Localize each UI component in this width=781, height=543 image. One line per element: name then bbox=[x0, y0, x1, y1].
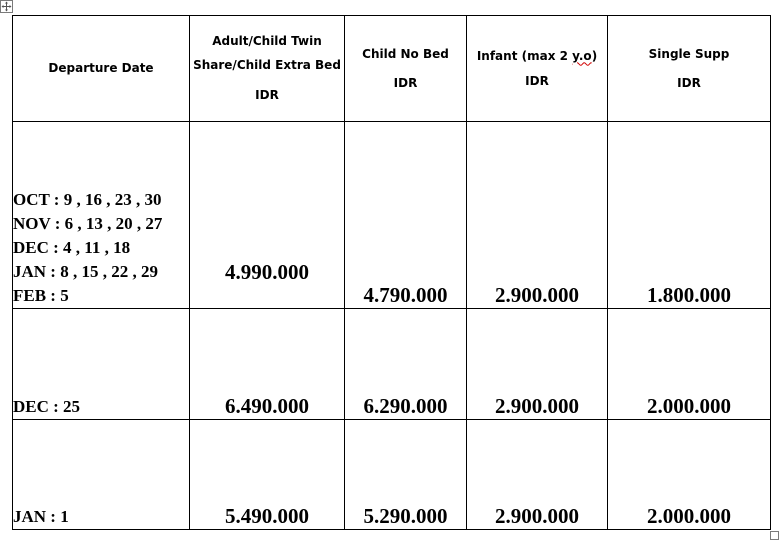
header-single-supp-label: Single Supp bbox=[648, 46, 730, 61]
header-infant-suffix: ) bbox=[591, 48, 598, 63]
header-departure-date[interactable] bbox=[13, 16, 190, 122]
header-departure-label: Departure Date bbox=[48, 61, 154, 76]
header-adult-twin[interactable] bbox=[190, 16, 345, 122]
date-line: JAN : 1 bbox=[13, 507, 69, 526]
table-resize-handle[interactable] bbox=[770, 531, 779, 540]
header-infant-currency: IDR bbox=[525, 74, 549, 88]
header-infant-label bbox=[467, 49, 607, 63]
date-line: OCT : 9 , 16 , 23 , 30 bbox=[13, 190, 162, 209]
date-line: NOV : 6 , 13 , 20 , 27 bbox=[13, 214, 163, 233]
header-single-supp-currency: IDR bbox=[677, 76, 701, 90]
table-row bbox=[13, 122, 771, 309]
child-no-bed-price-cell[interactable]: 4.790.000 bbox=[345, 122, 467, 309]
table-row bbox=[13, 309, 771, 420]
header-adult-line2: Share/Child Extra Bed bbox=[193, 57, 341, 72]
header-row bbox=[13, 16, 771, 122]
child-no-bed-price-cell[interactable]: 6.290.000 bbox=[345, 309, 467, 420]
single-supp-price-cell[interactable]: 2.000.000 bbox=[608, 420, 771, 530]
single-supp-price-cell[interactable]: 2.000.000 bbox=[608, 309, 771, 420]
table-row bbox=[13, 420, 771, 530]
header-single-supp[interactable] bbox=[608, 16, 771, 122]
move-arrows-icon bbox=[1, 1, 12, 12]
adult-price-cell[interactable]: 4.990.000 bbox=[190, 122, 345, 309]
date-line: FEB : 5 bbox=[13, 286, 69, 305]
infant-price-cell[interactable]: 2.900.000 bbox=[467, 420, 608, 530]
header-child-no-bed-label: Child No Bed bbox=[362, 46, 449, 61]
header-adult-line1: Adult/Child Twin bbox=[212, 34, 322, 49]
adult-price-cell[interactable]: 5.490.000 bbox=[190, 420, 345, 530]
date-line: DEC : 4 , 11 , 18 bbox=[13, 238, 131, 257]
child-no-bed-price-cell[interactable]: 5.290.000 bbox=[345, 420, 467, 530]
infant-price-cell[interactable]: 2.900.000 bbox=[467, 309, 608, 420]
departure-dates-cell[interactable] bbox=[13, 309, 190, 420]
single-supp-price-cell[interactable]: 1.800.000 bbox=[608, 122, 771, 309]
header-infant[interactable] bbox=[467, 16, 608, 122]
departure-dates-cell[interactable] bbox=[13, 122, 190, 309]
header-infant-unit: y.o bbox=[572, 48, 592, 63]
departure-dates-cell[interactable] bbox=[13, 420, 190, 530]
table-move-handle[interactable] bbox=[0, 0, 13, 13]
date-line: DEC : 25 bbox=[13, 397, 81, 416]
date-line: JAN : 8 , 15 , 22 , 29 bbox=[13, 262, 158, 281]
header-child-no-bed[interactable] bbox=[345, 16, 467, 122]
infant-price-cell[interactable]: 2.900.000 bbox=[467, 122, 608, 309]
adult-price-cell[interactable]: 6.490.000 bbox=[190, 309, 345, 420]
header-infant-prefix: Infant (max 2 bbox=[476, 48, 573, 63]
header-adult-currency: IDR bbox=[255, 88, 279, 103]
fare-table bbox=[12, 15, 771, 530]
header-child-no-bed-currency: IDR bbox=[393, 76, 418, 90]
